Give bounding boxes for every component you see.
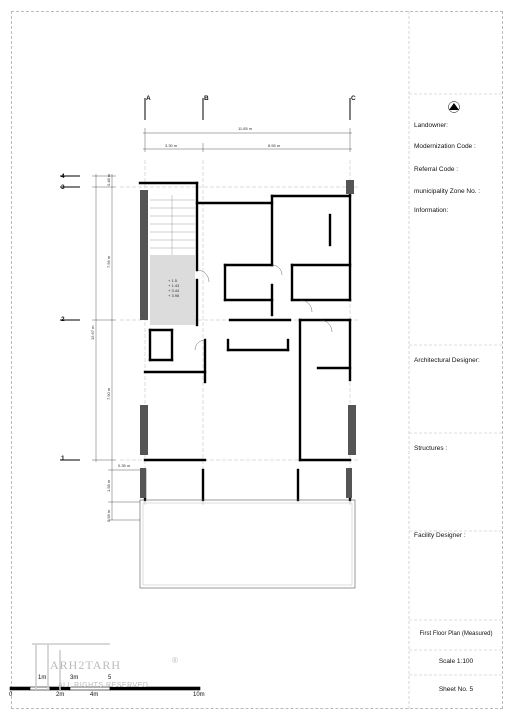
dim-span-34: 0.48 m bbox=[106, 173, 111, 186]
terrace-outline bbox=[140, 500, 355, 588]
landowner-label: Landowner: bbox=[414, 122, 448, 129]
scale-label-top: 1m bbox=[38, 675, 47, 681]
scale-label: Scale 1:100 bbox=[438, 658, 474, 665]
modernization-code-label: Modernization Code : bbox=[414, 143, 476, 150]
scale-label-bottom: 4m bbox=[90, 692, 99, 698]
grid-label-1: 1 bbox=[61, 455, 65, 462]
dim-span-ab: 3.30 m bbox=[165, 143, 178, 148]
structures-label: Structures : bbox=[414, 445, 448, 452]
grid-label-c: C bbox=[351, 95, 356, 102]
left-dimension-lines bbox=[92, 174, 140, 520]
dim-span-12: 7.90 m bbox=[106, 387, 111, 400]
municipality-zone-label: municipality Zone No. : bbox=[414, 188, 481, 195]
dim-bottom-1: 0.35 m bbox=[118, 463, 131, 468]
north-arrow-icon bbox=[449, 103, 459, 110]
dim-span-bc: 8.55 m bbox=[268, 143, 281, 148]
sheet-number: Sheet No. 5 bbox=[438, 686, 474, 693]
watermark-brand: ARH2TARH bbox=[50, 658, 122, 672]
referral-code-label: Referral Code : bbox=[414, 166, 459, 173]
scale-label-top: 3m bbox=[70, 675, 79, 681]
registered-mark: ® bbox=[172, 656, 178, 665]
watermark-rights: ALL RIGHTS RESERVED bbox=[58, 682, 149, 689]
dim-bottom-2: 1.58 m bbox=[106, 479, 111, 492]
grid-label-a: A bbox=[146, 95, 151, 102]
dim-overall-width: 11.85 m bbox=[238, 126, 253, 131]
information-label: Information: bbox=[414, 207, 449, 214]
top-dimension-lines bbox=[143, 128, 352, 152]
grid-label-b: B bbox=[204, 95, 209, 102]
dim-span-23: 7.56 m bbox=[106, 255, 111, 268]
stair-note: + 3.96 bbox=[168, 293, 180, 298]
scale-label-bottom: 0 bbox=[9, 692, 13, 698]
scale-label-bottom: 10m bbox=[193, 692, 205, 698]
architectural-designer-label: Architectural Designer: bbox=[414, 357, 480, 364]
facility-designer-label: Facility Designer : bbox=[414, 532, 466, 539]
grid-label-2: 2 bbox=[61, 316, 65, 323]
walls bbox=[140, 183, 350, 500]
stair-note: + 1.43 bbox=[168, 283, 180, 288]
grid-label-3: 3 bbox=[61, 184, 65, 191]
dim-bottom-3: 0.58 m bbox=[106, 509, 111, 522]
stair-treads bbox=[150, 195, 195, 255]
plan-grid-lines bbox=[120, 160, 360, 505]
door-swings bbox=[195, 265, 332, 350]
grid-label-4: 4 bbox=[61, 173, 65, 180]
stair-note: + 3.44 bbox=[168, 288, 180, 293]
dim-overall-depth: 15.67 m bbox=[90, 325, 95, 340]
stair-note: + 1.5 bbox=[168, 278, 178, 283]
scale-label-bottom: 2m bbox=[56, 692, 65, 698]
scale-label-top: 5 bbox=[108, 675, 112, 681]
drawing-title: First Floor Plan (Measured) bbox=[419, 631, 493, 637]
top-grid-markers bbox=[145, 98, 350, 120]
